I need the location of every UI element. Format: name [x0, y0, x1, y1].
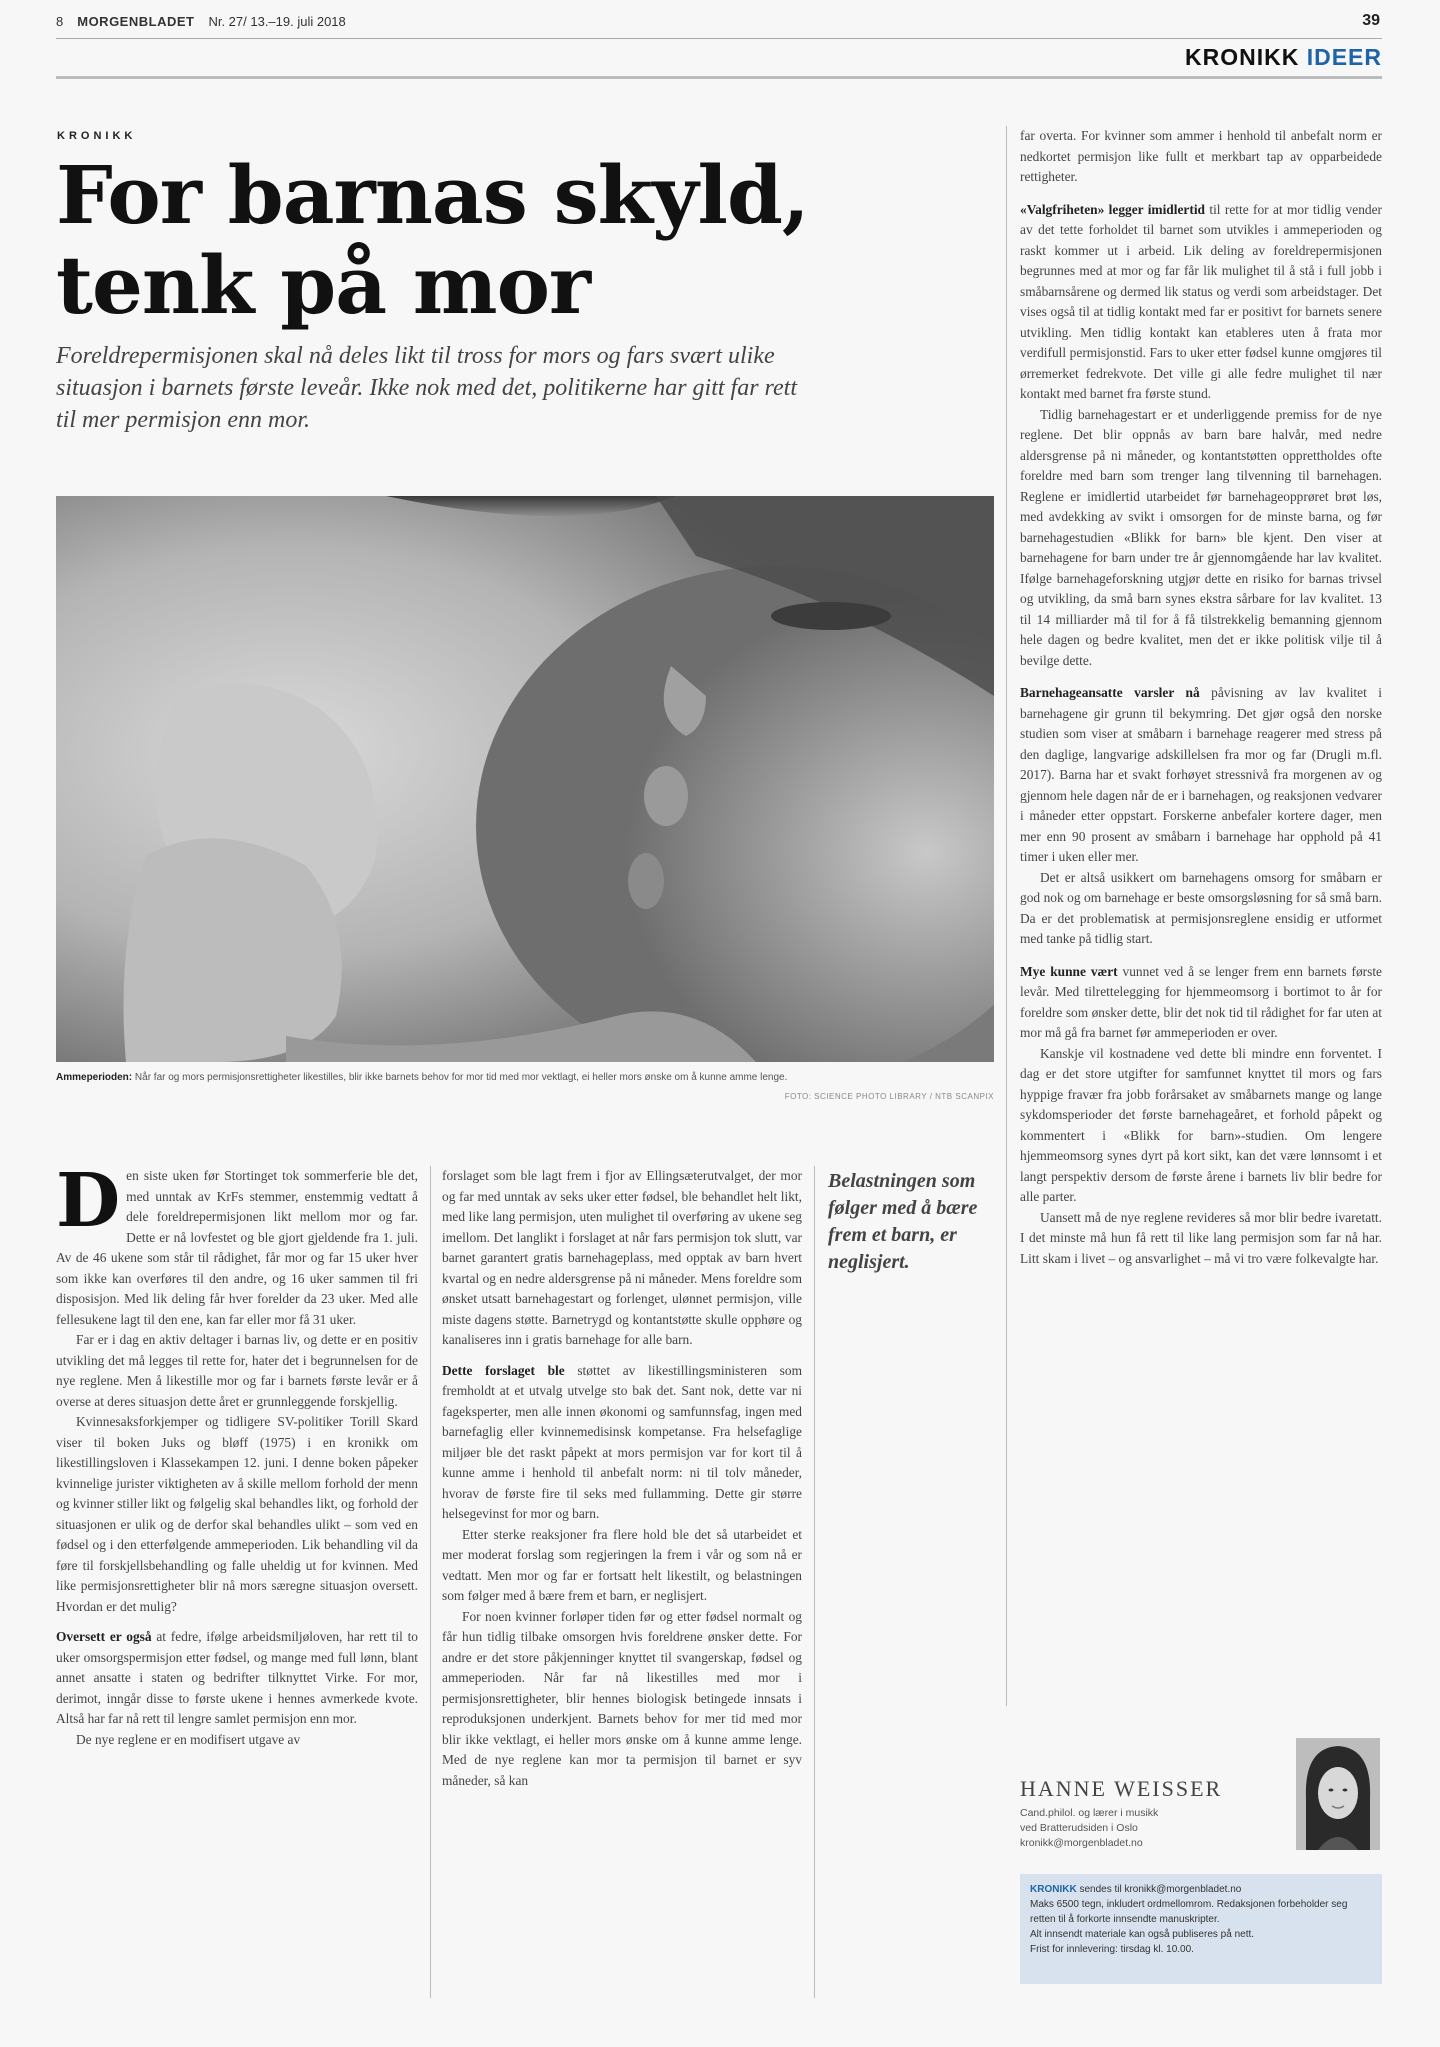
- infobox-text-1: sendes til kronikk@morgenbladet.no: [1076, 1884, 1242, 1895]
- author-role: Cand.philol. og lærer i musikk: [1020, 1807, 1159, 1819]
- author-name: HANNE WEISSER: [1020, 1776, 1223, 1801]
- paragraph-4-text: at fedre, ifølge arbeidsmiljøloven, har rett til to uker omsorgspermisjon etter fødsel, og mange med full lønn, blant annet ansatte i staten og bedrifter tilknyttet Virke. For mor, derimot, inngår disse to første ukene i hennes avmerkede kvote. Altså har far nå rett til lengre samlet permisjon enn mor.: [56, 1629, 418, 1726]
- author-photo: [1296, 1738, 1380, 1850]
- infobox-line-4: Frist for innlevering: tirsdag kl. 10.00.: [1030, 1944, 1194, 1955]
- paragraph-r6-text: vunnet ved å se lenger frem enn barnets første levår. Med tilrettelegging for hjemmeomsorg i bortimot to år for foreldre som ønsker dette, blir det nok tid til rådighet for far uten at mor må gå fra barnet før ammeperioden er over.: [1020, 963, 1382, 1040]
- infobox-line-1: [1030, 1882, 1372, 1897]
- paragraph-1-text: en siste uken før Stortinget tok sommerferie ble det, med unntak av KrFs stemmer, enstemmig vedtatt å dele foreldrepermisjonen likt mellom mor og far. Dette er nå lovfestet og ble gjort gjeldende fra 1. juli. Av de 46 ukene som står til rådighet, får mor og far 15 uker hver som ikke kan overføres til den andre, og 16 uker sammen til fri disposisjon. Med lik deling får hver forelder da 23 uker. Med alle fellesukene lagt til den ene, kan far eller mor få 31 uker.: [56, 1168, 418, 1327]
- paragraph-8: Etter sterke reaksjoner fra flere hold ble det så utarbeidet et mer moderat forslag som regjeringen la frem i vår og som nå er vedtatt. Men mor og far er fortsatt helt likestilt, og belastningen som følger med å bære frem et barn, er neglisjert.: [442, 1526, 802, 1603]
- subhead-proposal: Dette forslaget ble: [442, 1362, 565, 1378]
- column-divider: [430, 1166, 431, 1998]
- subhead-much: Mye kunne vært: [1020, 963, 1118, 979]
- page-number-left: 8: [56, 14, 64, 29]
- paragraph-r8: Uansett må de nye reglene revideres så mor blir bedre ivaretatt. I det minste må hun få rett til like lang permisjon som far nå har. Litt skam i livet – og ansvarlighet – må vi tro være folkevalgte har.: [1020, 1209, 1382, 1266]
- infobox-line-3: Alt innsendt materiale kan også publiseres på nett.: [1030, 1929, 1255, 1940]
- paragraph-r6: [1020, 962, 1382, 1044]
- section-divider: [56, 76, 1382, 79]
- section-tag: [1185, 44, 1382, 71]
- paragraph-r1: far overta. For kvinner som ammer i henhold til anbefalt norm er nedkortet permisjon like fullt et merkbart tap av opparbeidede rettigheter.: [1020, 128, 1382, 184]
- paragraph-3: Kvinnesaksforkjemper og tidligere SV-politiker Torill Skard viser til boken Juks og bløff (1975) i en kronikk om likestillingsloven i Klassekampen 12. juni. I denne boken påpeker kvinnelige jurister viktigheten av å skille mellom forhold der menn og kvinner stiller likt og følgelig skal behandles likt, og forhold der situasjonen er ulik og de derfor skal behandles ulikt – som ved en fødsel og i den etterfølgende ammeperioden. Lik behandling vil da føre til forskjellsbehandling og falle uheldig ut for kvinnen. Med like permisjonsrettigheter blir nå mors særegne situasjon oversett. Hvordan er det mulig?: [56, 1414, 418, 1614]
- photo-credit: FOTO: SCIENCE PHOTO LIBRARY / NTB SCANPIX: [784, 1092, 994, 1101]
- subhead-kindergarten: Barnehageansatte varsler nå: [1020, 685, 1200, 700]
- article-photo: [56, 496, 994, 1062]
- column-divider: [814, 1166, 815, 1998]
- photo-caption: [56, 1071, 994, 1085]
- caption-text: Når far og mors permisjonsrettigheter likestilles, blir ikke barnets behov for mor tid med mor vektlagt, ei heller mors ønske om å kunne amme lenge.: [134, 1072, 788, 1083]
- caption-lead: Ammeperioden:: [56, 1072, 133, 1083]
- paragraph-7: [442, 1361, 802, 1525]
- header-divider: [56, 38, 1382, 39]
- author-email[interactable]: kronikk@morgenbladet.no: [1020, 1837, 1143, 1849]
- body-column-2: [442, 1166, 802, 1998]
- paragraph-r2: [1020, 200, 1382, 405]
- submission-info-box: [1020, 1874, 1382, 1984]
- subhead-overlooked: Oversett er også: [56, 1629, 152, 1644]
- paragraph-6: forslaget som ble lagt frem i fjor av Ellingsæterutvalget, der mor og far med unntak av seks uker etter fødsel, ble behandlet helt likt, med like lang permisjon, uten mulighet til overføring av ukene seg imellom. Det langlikt i forslaget at når fars permisjon tok slutt, var barnet garantert gratis barnehageplass, med opptak av barn hvert kvartal og en nedre aldersgrense på ni måneder. Mens foreldre som ønsket utsatt barnehagestart og forlenget, ulønnet permisjon, ville miste dagens støtte. Barnetrygd og kontantstøtte skulle opphøre og kanaliseres inn i gratis barnehage for alle barn.: [442, 1168, 802, 1347]
- paragraph-r4-text: påvisning av lav kvalitet i barnehagene gir grunn til bekymring. Det gjør også den norske studien som viser at småbarn i barnehage reagerer med stress på den daglige, langvarige adskillelsen fra mor og far (Drugli m.fl. 2017). Barna har et svakt forhøyet stressnivå fra morgenen av og gjennom hele dagen når de er i barnehagen, og reaksjonen vedvarer i måneder etter oppstart. Forskerne anbefaler kortere dager, men mer enn 90 prosent av småbarn i barnehage har opphold på 41 timer i uken eller mer.: [1020, 685, 1382, 864]
- paragraph-2: Far er i dag en aktiv deltager i barnas liv, og dette er en positiv utvikling det må legges til rette for, hater det i begrunnelsen for de nye reglene. Men å likestille mor og far i barnets første levår er å overse at deres situasjon dette året er grunnleggende forskjellig.: [56, 1332, 418, 1409]
- infobox-label: KRONIKK: [1030, 1884, 1077, 1895]
- pull-quote: Belastningen som følger med å bære frem et barn, er neglisjert.: [828, 1170, 978, 1273]
- section-tag-kronikk: KRONIKK: [1184, 44, 1300, 70]
- paragraph-r4: [1020, 683, 1382, 868]
- paragraph-r5: Det er altså usikkert om barnehagens omsorg for småbarn er god nok og om barnehage er beste omsorgsløsning for så små barn. Da er det problematisk at permisjonsreglene ensidig er utformet med tanke på tidlig start.: [1020, 869, 1382, 946]
- paragraph-4: [56, 1627, 418, 1730]
- paragraph-1: [56, 1166, 418, 1330]
- article-headline: For barnas skyld, tenk på mor: [56, 148, 809, 332]
- author-info: [1020, 1806, 1250, 1851]
- paragraph-7-text: støttet av likestillingsministeren som fremholdt at et utvalg utvelge sto bak det. Sant nok, dette var ni fageksperter, men alle innen økonomi og samfunnsfag, ingen med barnefaglig eller kvinnemedisinsk kompetanse. Fra helsefaglige miljøer ble det raskt påpekt at mors permisjon var for kort til å kunne amme i henhold til anbefalt norm: ni til tolv måneder, hvorav de første fire til seks med fullamming. Dette gir større helsegevinst for mor og barn.: [442, 1362, 802, 1521]
- column-divider: [1006, 126, 1007, 1706]
- section-tag-ideer: IDEER: [1306, 44, 1382, 70]
- author-place: ved Bratterudsiden i Oslo: [1020, 1822, 1138, 1834]
- paragraph-r3: Tidlig barnehagestart er et underliggende premiss for de nye reglene. Det blir oppnås av barn bare halvår, med nedre aldersgrense på ni måneder, og kontantstøtten opprettholdes ofte foreldre med barn som trenger lang tilvenning til barnehagen. Reglene er imidlertid utarbeidet før barnehageopprøret brøt løs, med avdekking av svikt i omsorgen for de minste barna, og før barnehagestudien «Blikk for barn» ble kjent. Den viser at barnehagene for barn under tre år gjennomgående har lav kvalitet. Ifølge barnehageforskning utgjør dette en risiko for barnas trivsel og utvikling, da små barn synes ekstra sårbare for lav kvalitet. 13 til 14 milliarder må til for å få tilstrekkelig bemanning gjennom hele dagen og bedre kvalitet, men det er ikke politisk vilje til å bevilge dette.: [1020, 406, 1382, 668]
- dropcap: D: [56, 1166, 121, 1244]
- subhead-choice: «Valgfriheten» legger imidlertid: [1020, 201, 1205, 217]
- body-column-right: [1020, 126, 1382, 1696]
- paragraph-9: For noen kvinner forløper tiden før og etter fødsel normalt og får hun tidlig tilbake omsorgen hvis foreldrene ønsker dette. For andre er det store påkjenninger knyttet til svangerskap, fødsel og ammeperioden. Når far nå likestilles med mor i permisjonsrettigheter, blir hennes biologisk betingede innsats i reproduksjonen underkjent. Barnets behov for mer tid med mor blir ikke vektlagt, ei heller mors ønske om å kunne amme lenge. Med de nye reglene kan mor ta permisjon til barnet er syv måneder, så kan: [442, 1608, 802, 1788]
- paragraph-r7: Kanskje vil kostnadene ved dette bli mindre enn forventet. I dag er det store utgifter for samfunnet knyttet til mors og fars hyppige fravær fra jobb forårsaket av småbarnets mange og lange sykdomsperioder det første barnehageåret, et forhold påpekt og kommentert i «Blikk for barn»-studien. Om lengere hjemmeomsorg synes dyrt på kort sikt, kan det være lønnsomt i et langt perspektiv dersom de første årene i barnets liv blir bedre for alle parter.: [1020, 1045, 1382, 1204]
- publication-name: MORGENBLADET: [77, 14, 195, 29]
- body-column-1: [56, 1166, 418, 1998]
- paragraph-r2-text: til rette for at mor tidlig vender av det tette forholdet til barnet som utvikles i ammeperioden og raskt kommer ut i arbeid. Lik deling av foreldrepermisjonen begrunnes med at mor og far får lik mulighet til å stå i full jobb i småbarnsårene og dermed lik status og verdi som arbeidstager. Det vises også til at tidlig kontakt med far er positivt for barnets senere utvikling. Men tidlig kontakt kan etableres uten å frata mor verdifull permisjonstid. Fars to uker etter fødsel kunne omgjøres til ørremerket fedrekvote. Det ville gi alle fedre mulighet til nær kontakt med barnet fra første stund.: [1020, 201, 1382, 401]
- issue-info: Nr. 27/ 13.–19. juli 2018: [208, 14, 346, 29]
- paragraph-5: De nye reglene er en modifisert utgave av: [76, 1731, 301, 1747]
- page-number-right: 39: [1362, 12, 1380, 29]
- infobox-line-2: Maks 6500 tegn, inkludert ordmellomrom. Redaksjonen forbeholder seg retten til å forkorte innsendte manuskripter.: [1030, 1899, 1348, 1925]
- article-kicker: KRONIKK: [57, 130, 137, 142]
- page-header-left: [56, 14, 346, 29]
- article-lede: Foreldrepermisjonen skal nå deles likt til tross for mors og fars svært ulike situasjon i barnets første leveår. Ikke nok med det, politikerne har gitt far rett til mer permisjon enn mor.: [56, 343, 797, 433]
